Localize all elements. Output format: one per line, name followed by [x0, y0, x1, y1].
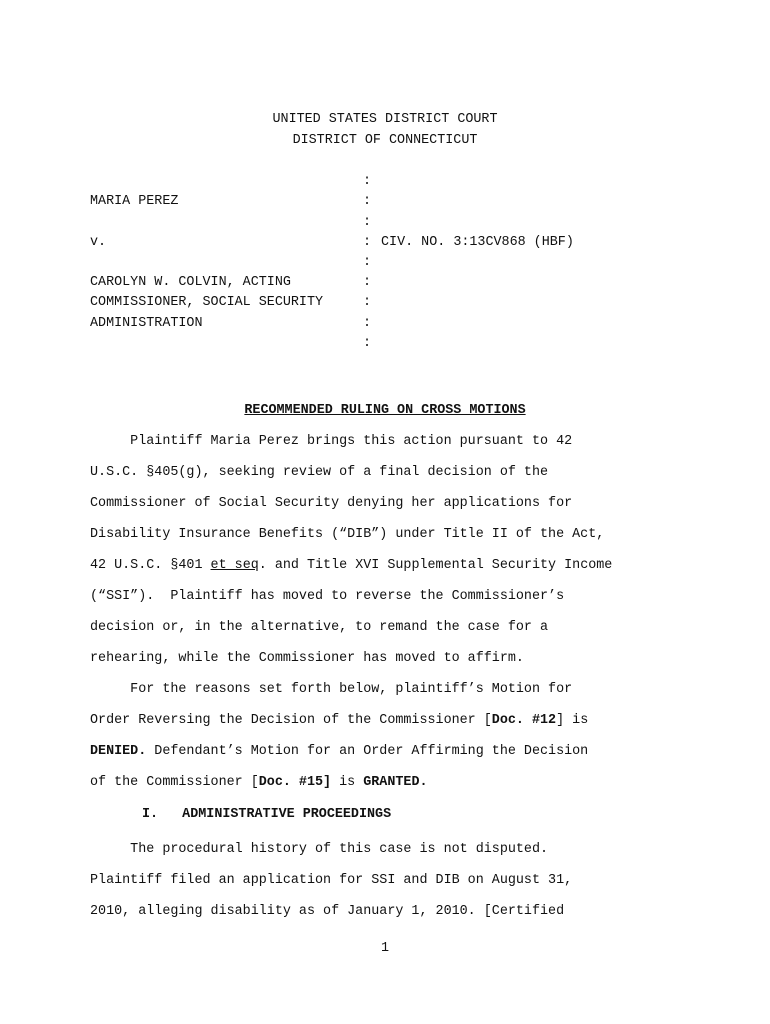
paragraph-text: of the Commissioner [	[90, 775, 259, 790]
paragraph-line: U.S.C. §405(g), seeking review of a final decision of the	[90, 465, 549, 480]
paragraph-line: For the reasons set forth below, plaintiff’s Motion for	[90, 682, 573, 697]
doc-reference: Doc. #12	[491, 713, 557, 728]
caption-versus: v.	[90, 235, 107, 250]
caption-defendant-line3: ADMINISTRATION	[90, 316, 203, 331]
caption-defendant-line2: COMMISSIONER, SOCIAL SECURITY	[90, 295, 324, 310]
paragraph-text: 42 U.S.C. §401	[90, 558, 211, 573]
caption-separator: :	[363, 275, 372, 290]
case-number: CIV. NO. 3:13CV868 (HBF)	[381, 235, 574, 250]
paragraph-text: is	[331, 775, 364, 790]
caption-separator: :	[363, 194, 372, 209]
court-name: UNITED STATES DISTRICT COURT	[272, 112, 498, 127]
paragraph-line: Disability Insurance Benefits (“DIB”) under Title II of the Act,	[90, 527, 605, 542]
caption-separator: :	[363, 336, 372, 351]
paragraph-line: Commissioner of Social Security denying her applications for	[90, 496, 573, 511]
caption-separator: :	[363, 174, 372, 189]
paragraph-line: 2010, alleging disability as of January 1, 2010. [Certified	[90, 904, 565, 919]
paragraph-text: Defendant’s Motion for an Order Affirming the Decision	[146, 744, 589, 759]
caption-separator: :	[363, 295, 372, 310]
paragraph-line: Plaintiff filed an application for SSI and DIB on August 31,	[90, 873, 573, 888]
paragraph-line	[90, 558, 612, 573]
caption-defendant-line1: CAROLYN W. COLVIN, ACTING	[90, 275, 291, 290]
document-title-text: RECOMMENDED RULING ON CROSS MOTIONS	[244, 403, 526, 418]
paragraph-line: decision or, in the alternative, to remand the case for a	[90, 620, 549, 635]
court-district: DISTRICT OF CONNECTICUT	[292, 133, 478, 148]
ruling-granted: GRANTED.	[363, 775, 428, 790]
paragraph-line: rehearing, while the Commissioner has moved to affirm.	[90, 651, 524, 666]
ruling-denied: DENIED.	[90, 744, 147, 759]
caption-plaintiff: MARIA PEREZ	[90, 194, 179, 209]
paragraph-line: The procedural history of this case is not disputed.	[90, 842, 549, 857]
paragraph-text: Order Reversing the Decision of the Commissioner [	[90, 713, 492, 728]
paragraph-text: ] is	[556, 713, 589, 728]
caption-separator: :	[363, 235, 372, 250]
caption-separator: :	[363, 215, 372, 230]
paragraph-line	[90, 775, 428, 790]
page-number: 1	[380, 941, 390, 956]
doc-reference: Doc. #15]	[258, 775, 332, 790]
document-title	[0, 403, 770, 418]
caption-separator: :	[363, 316, 372, 331]
section-heading: I. ADMINISTRATIVE PROCEEDINGS	[142, 807, 392, 822]
paragraph-line	[90, 744, 588, 759]
caption-separator: :	[363, 255, 372, 270]
paragraph-line: (“SSI”). Plaintiff has moved to reverse the Commissioner’s	[90, 589, 565, 604]
et-seq-underlined: et seq	[210, 558, 259, 573]
paragraph-line: Plaintiff Maria Perez brings this action pursuant to 42	[90, 434, 573, 449]
paragraph-text: . and Title XVI Supplemental Security Income	[258, 558, 613, 573]
paragraph-line	[90, 713, 588, 728]
